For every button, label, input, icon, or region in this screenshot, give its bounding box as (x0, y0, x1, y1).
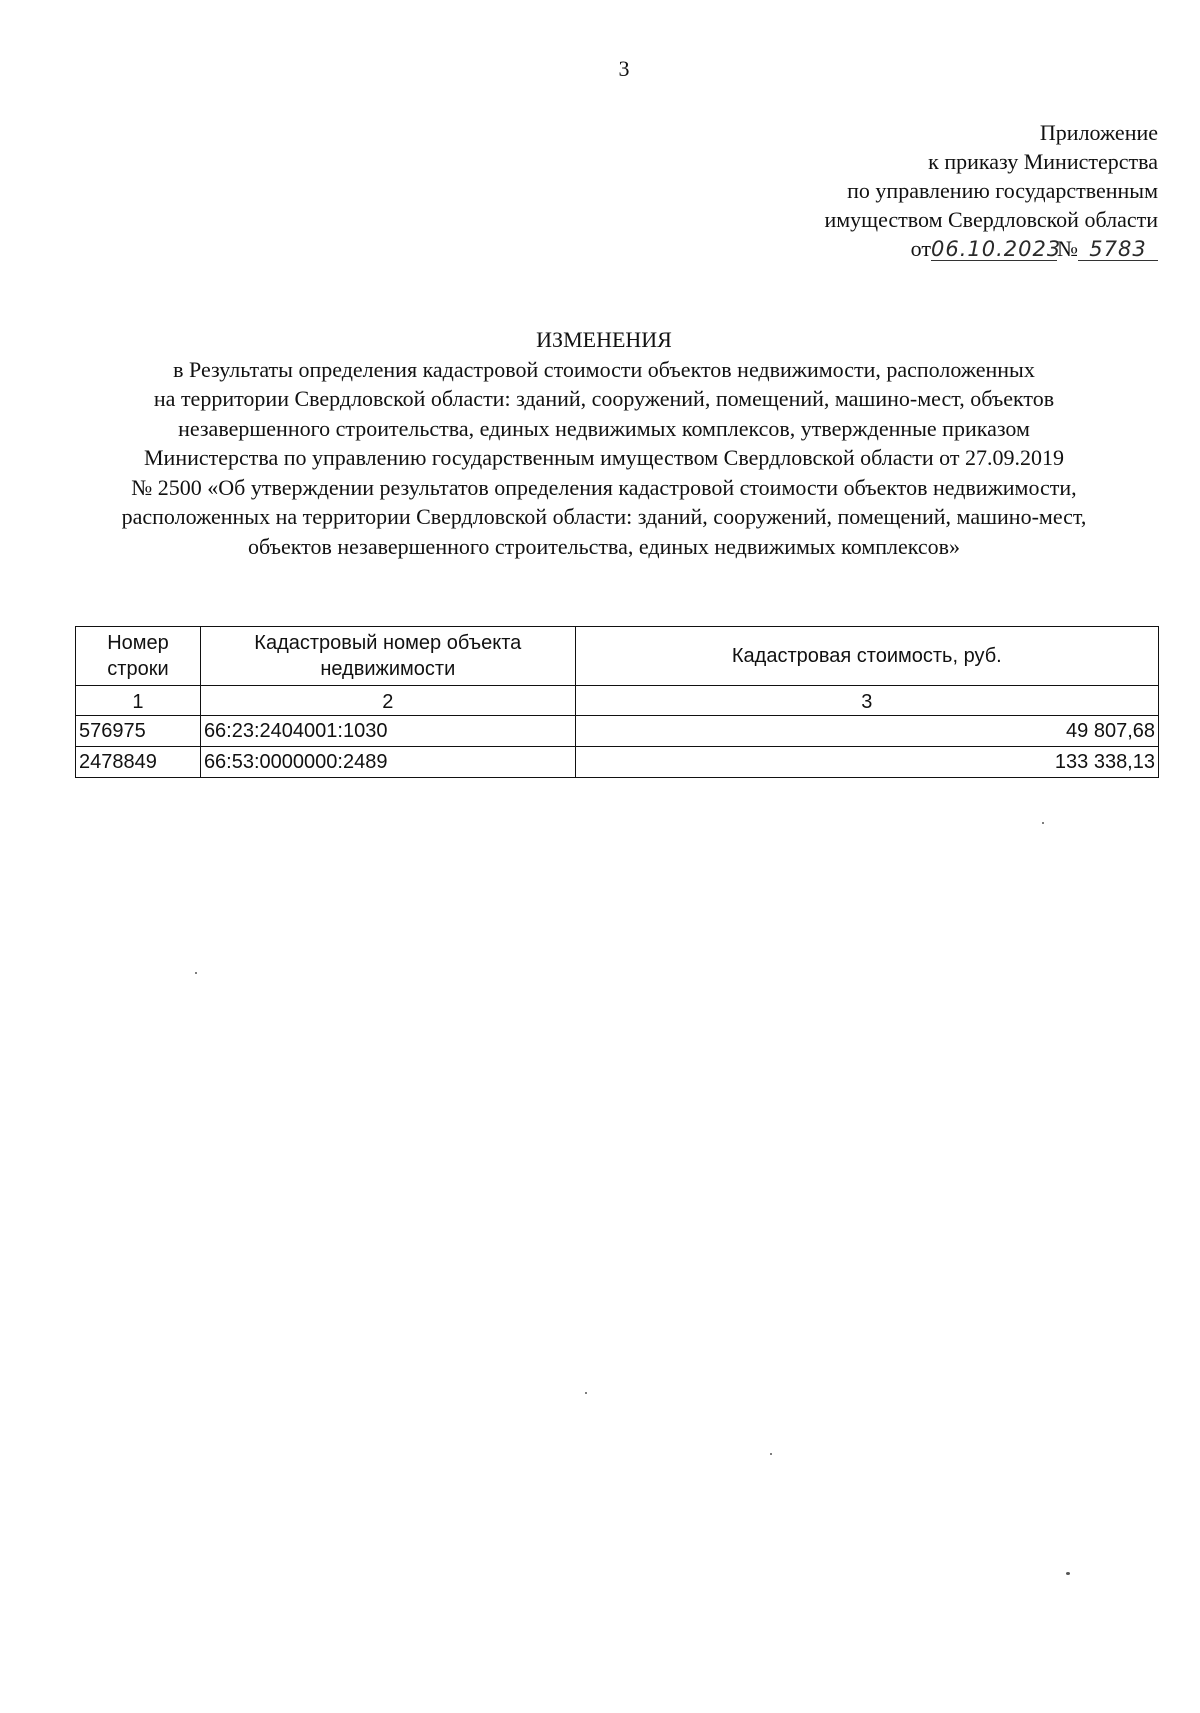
scan-speck (195, 972, 197, 974)
cell-cadastral-number: 66:53:0000000:2489 (200, 747, 575, 778)
title-line: объектов незавершенного строительства, единых недвижимых комплексов» (247, 533, 961, 559)
appendix-line: по управлению государственным (847, 178, 1158, 203)
title-line: незавершенного строительства, единых недвижимых комплексов, утвержденные приказом (178, 415, 1030, 441)
title-line: расположенных на территории Свердловской области: зданий, сооружений, помещений, машино-мест, (121, 504, 1087, 529)
table-header-row (76, 627, 1159, 686)
appendix-block (824, 118, 1158, 263)
table-row (76, 716, 1159, 747)
scan-speck (1066, 1572, 1070, 1575)
handwritten-order-date: 06.10.2023 (931, 237, 1062, 261)
order-reference (824, 234, 1158, 263)
header-text: Номер (107, 632, 169, 654)
cell-cadastral-value: 133 338,13 (575, 747, 1158, 778)
order-number-prefix: № (1057, 236, 1078, 261)
index-cell: 1 (76, 686, 201, 716)
index-cell: 3 (575, 686, 1158, 716)
document-heading: ИЗМЕНЕНИЯ (536, 327, 672, 352)
table-row (76, 747, 1159, 778)
cell-cadastral-value: 49 807,68 (575, 716, 1158, 747)
title-line: на территории Свердловской области: зданий, сооружений, помещений, машино-мест, объектов (153, 386, 1055, 411)
page-number: 3 (618, 56, 630, 81)
document-title-block (60, 325, 1148, 561)
title-line: № 2500 «Об утверждении результатов определения кадастровой стоимости объектов недвижимости, (131, 474, 1077, 500)
cell-line-number: 2478849 (76, 747, 201, 778)
appendix-line: к приказу Министерства (928, 149, 1158, 174)
cell-cadastral-number: 66:23:2404001:1030 (200, 716, 575, 747)
cadastral-values-table (75, 626, 1159, 778)
scan-speck (585, 1392, 587, 1394)
appendix-line: Приложение (1039, 120, 1158, 145)
header-cadastral-number (200, 627, 575, 686)
table-index-row (76, 686, 1159, 716)
header-text: недвижимости (320, 658, 456, 680)
handwritten-order-number: 5783 (1078, 238, 1158, 261)
header-line-number (76, 627, 201, 686)
scan-speck (1042, 822, 1044, 824)
scan-speck (770, 1453, 772, 1455)
appendix-line: имуществом Свердловской области (824, 207, 1158, 232)
cell-line-number: 576975 (76, 716, 201, 747)
title-line: Министерства по управлению государственным имуществом Свердловской области от 27.09.2019 (143, 445, 1064, 470)
order-prefix: от (910, 236, 931, 261)
title-line: в Результаты определения кадастровой стоимости объектов недвижимости, расположенных (173, 356, 1035, 382)
index-cell: 2 (200, 686, 575, 716)
header-text: Кадастровый номер объекта (254, 632, 522, 654)
header-text: строки (107, 658, 169, 680)
header-cadastral-value: Кадастровая стоимость, руб. (575, 627, 1158, 686)
